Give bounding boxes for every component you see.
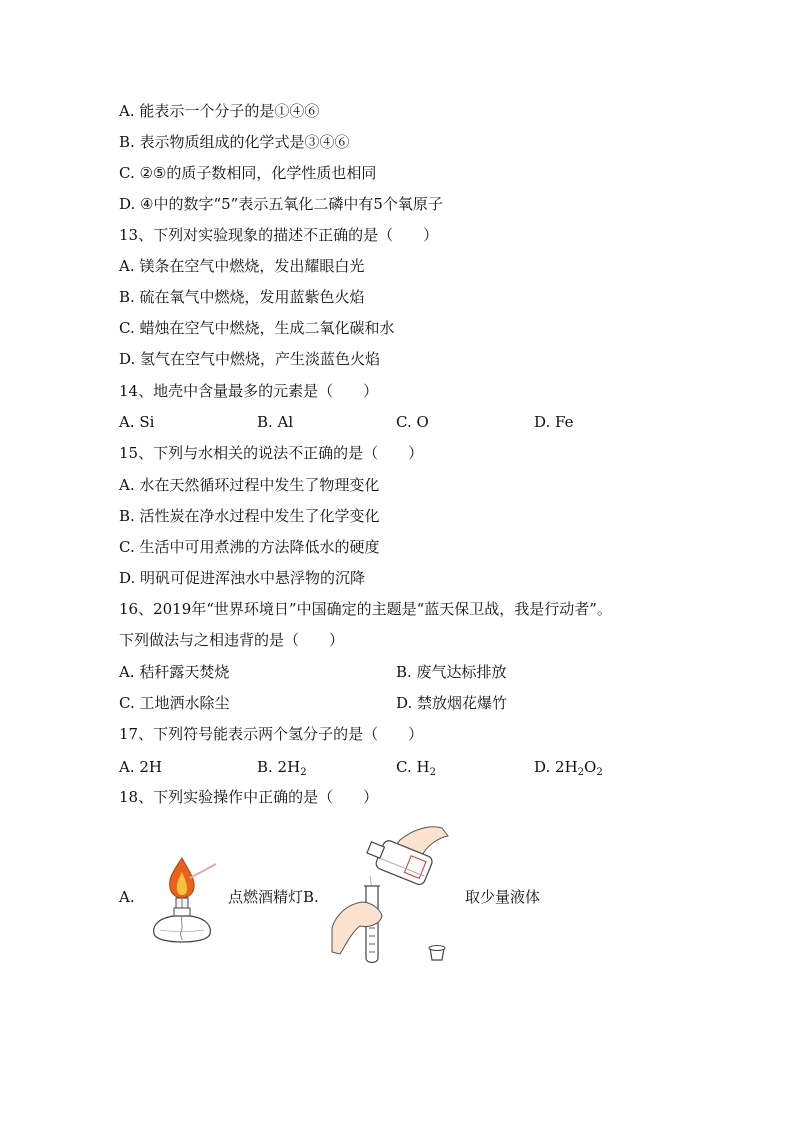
q16-option-c: C. 工地洒水除尘 [119,694,230,712]
alcohol-lamp-illustration [146,852,218,944]
q14-stem: 14、地壳中含量最多的元素是（ ） [119,382,379,400]
q16-stem-line2: 下列做法与之相违背的是（ ） [119,631,345,649]
q16-stem-line1: 16、2019年“世界环境日”中国确定的主题是“蓝天保卫战，我是行动者”。 [119,600,612,618]
q12-option-d: D. ④中的数字“5”表示五氧化二磷中有5个氧原子 [119,195,443,213]
q18-option-a-label: A. [119,888,135,906]
q15-option-b: B. 活性炭在净水过程中发生了化学变化 [119,507,380,525]
q16-option-b: B. 废气达标排放 [396,663,507,681]
q17-option-d: D. $2H_2O_2$ [534,758,603,778]
q18-option-a-caption: 点燃酒精灯B. [228,888,319,906]
q17-option-b: B. $2H_2$ [257,758,307,778]
q15-option-d: D. 明矾可促进浑浊水中悬浮物的沉降 [119,569,366,587]
q13-option-a: A. 镁条在空气中燃烧，发出耀眼白光 [119,257,365,275]
q17-option-a: A. 2H [119,758,162,776]
q15-stem: 15、下列与水相关的说法不正确的是（ ） [119,444,424,462]
q12-option-a: A. 能表示一个分子的是①④⑥ [119,102,320,120]
pouring-liquid-illustration [330,822,462,968]
q13-option-b: B. 硫在氧气中燃烧，发用蓝紫色火焰 [119,288,365,306]
q13-option-d: D. 氢气在空气中燃烧，产生淡蓝色火焰 [119,350,381,368]
q15-option-c: C. 生活中可用煮沸的方法降低水的硬度 [119,538,380,556]
q13-option-c: C. 蜡烛在空气中燃烧，生成二氧化碳和水 [119,319,395,337]
q14-option-c: C. O [396,413,429,431]
q16-option-d: D. 禁放烟花爆竹 [396,694,508,712]
q12-option-c: C. ②⑤的质子数相同，化学性质也相同 [119,164,377,182]
q14-option-a: A. Si [119,413,155,431]
q17-option-c: C. $H_2$ [396,758,436,778]
q12-option-b: B. 表示物质组成的化学式是③④⑥ [119,133,350,151]
q18-option-b-caption: 取少量液体 [465,888,541,906]
q14-option-d: D. Fe [534,413,574,431]
q13-stem: 13、下列对实验现象的描述不正确的是（ ） [119,226,439,244]
q16-option-a: A. 秸秆露天焚烧 [119,663,230,681]
q18-stem: 18、下列实验操作中正确的是（ ） [119,788,379,806]
q14-option-b: B. Al [257,413,294,431]
q17-stem: 17、下列符号能表示两个氢分子的是（ ） [119,725,424,743]
q15-option-a: A. 水在天然循环过程中发生了物理变化 [119,476,380,494]
